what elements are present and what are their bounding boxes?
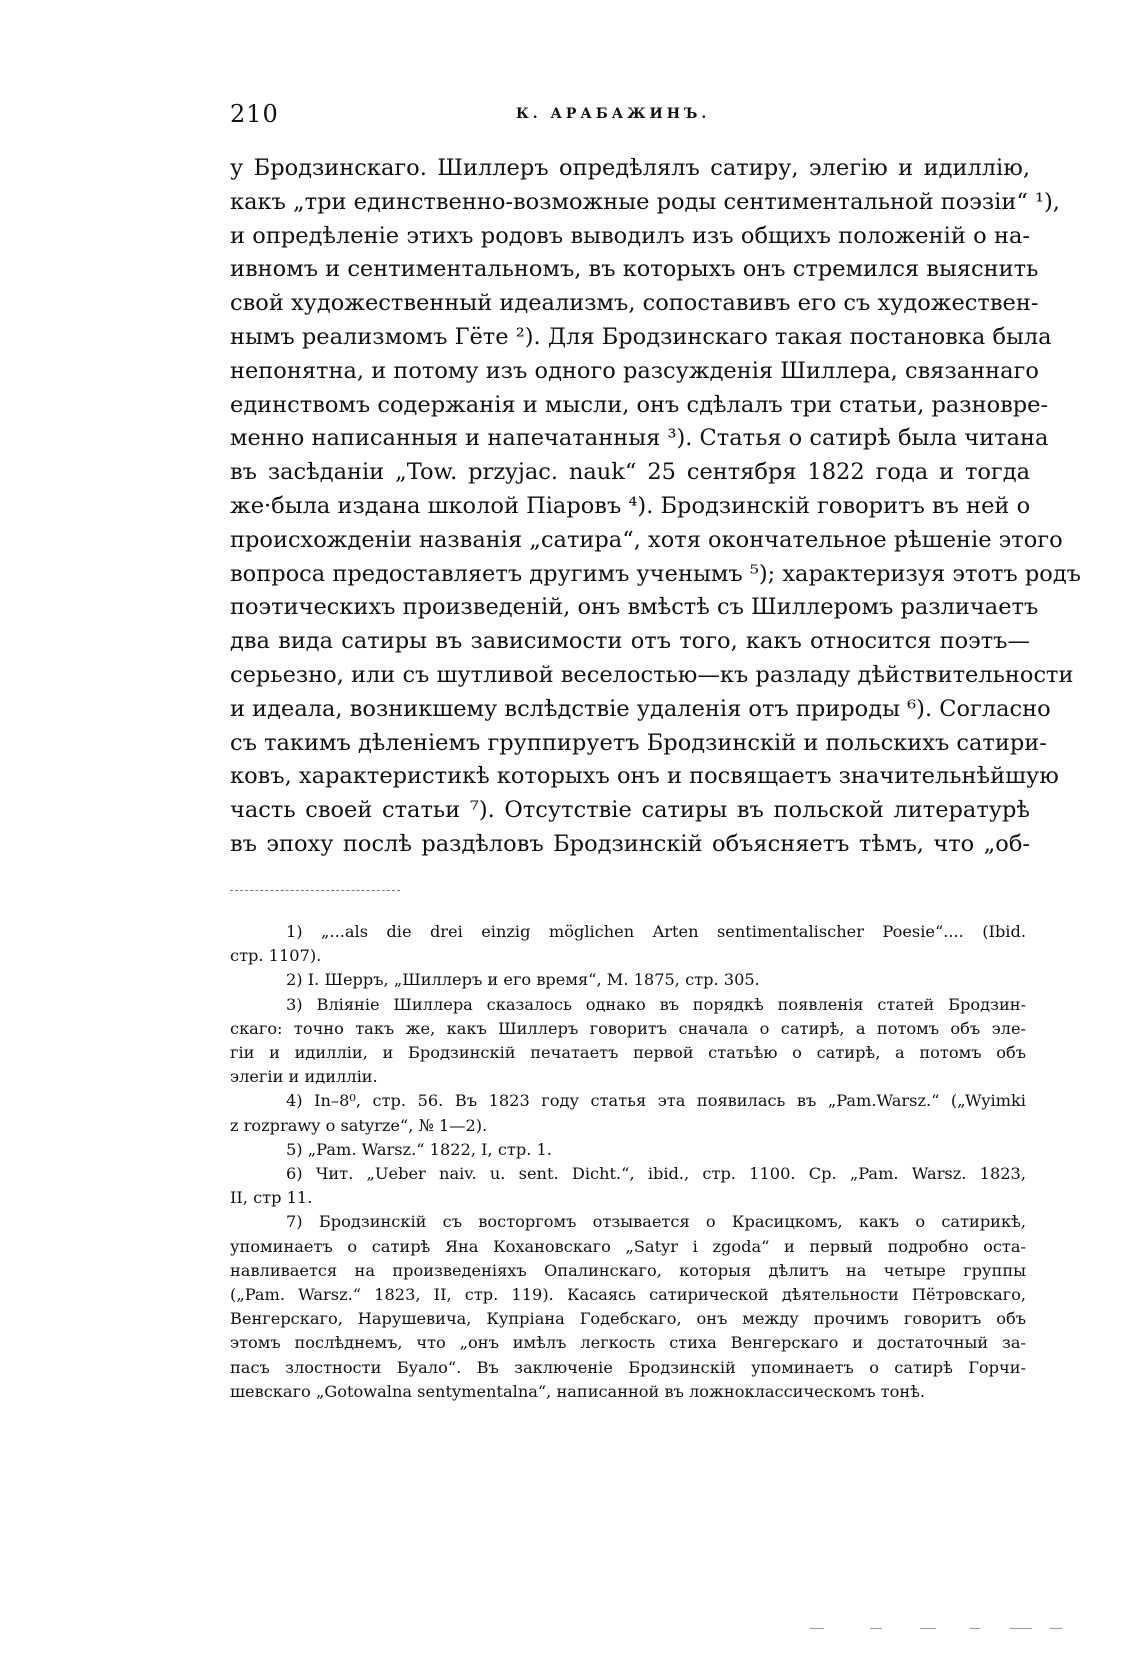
body-line: менно написанныя и напечатанныя ³). Статья о сатирѣ была читана: [230, 425, 1049, 452]
body-line: у Бродзинскаго. Шиллеръ опредѣлялъ сатиру, элегію и идиллію,: [230, 155, 1030, 181]
footnote-marker: 1): [286, 922, 303, 941]
body-line: единствомъ содержанія и мысли, онъ сдѣлалъ три статьи, разновре-: [230, 391, 1049, 418]
footnote-line: элегіи и идилліи.: [230, 1067, 378, 1087]
body-line: серьезно, или съ шутливой веселостью—къ разладу дѣйствительности: [230, 661, 1074, 688]
body-line: поэтическихъ произведеній, онъ вмѣстѣ съ Шиллеромъ различаетъ: [230, 594, 1039, 621]
footnote-line: Вліяніе Шиллера сказалось однако въ порядкѣ появленія статей Бродзин-: [316, 994, 1027, 1014]
footnote-line: гіи и идилліи, и Бродзинскій печатаетъ первой статьѣю о сатирѣ, а потомъ объ: [230, 1043, 1026, 1063]
scan-edge-marks: [810, 1628, 1070, 1636]
footnote-line: стр. 1107).: [230, 946, 322, 966]
footnote-line: Чит. „Ueber naiv. u. sent. Dicht.“, ibid., стр. 1100. Ср. „Pam. Warsz. 1823,: [315, 1164, 1026, 1184]
body-line: съ такимъ дѣленіемъ группируетъ Бродзинскій и польскихъ сатири-: [230, 729, 1047, 756]
footnote-line: z rozprawy o satyrze“, № 1—2).: [230, 1115, 488, 1135]
body-line: въ засѣданіи „Tow. przyjac. nauk“ 25 сентября 1822 года и тогда: [230, 459, 1030, 486]
footnote: [230, 1138, 1026, 1162]
footnote-marker: 6): [286, 1164, 303, 1184]
body-line: ивномъ и сентиментальномъ, въ которыхъ онъ стремился выяснить: [230, 256, 1039, 283]
footnote: [230, 968, 1026, 992]
footnote-line: пасъ злостности Буало“. Въ заключеніе Бродзинскій упоминаетъ о сатирѣ Горчи-: [230, 1357, 1026, 1377]
footnote-marker: 7): [286, 1212, 303, 1232]
footnote-line: II, стр 11.: [230, 1188, 313, 1208]
footnote-line: In–8⁰, стр. 56. Въ 1823 году статья эта появилась въ „Pam.Warsz.“ („Wyimki: [314, 1091, 1026, 1111]
footnote-line: „...als die drei einzig möglichen Arten sentimentalischer Poesie“.... (Ibid.: [321, 922, 1026, 941]
body-line: два вида сатиры въ зависимости отъ того, какъ относится поэтъ—: [230, 628, 1030, 655]
body-line: происхожденіи названія „сатира“, хотя окончательное рѣшеніе этого: [230, 526, 1063, 553]
footnote-line: навливается на произведеніяхъ Опалинскаго, которыя дѣлитъ на четыре группы: [230, 1260, 1026, 1280]
footnote: [230, 1089, 1026, 1137]
footnote-marker: 2): [286, 970, 303, 990]
running-head: К. АРАБАЖИНЪ.: [516, 106, 711, 122]
footnote: [230, 920, 1026, 968]
page-header: [230, 100, 1030, 132]
footnote: [230, 1210, 1026, 1404]
body-line: въ эпоху послѣ раздѣловъ Бродзинскій объясняетъ тѣмъ, что „об-: [230, 830, 1030, 857]
footnote-line: этомъ послѣднемъ, что „онъ имѣлъ легкость стиха Венгерскаго и достаточный за-: [230, 1333, 1026, 1353]
body-line: нымъ реализмомъ Гёте ²). Для Бродзинскаго такая постановка была: [230, 323, 1052, 350]
body-line: какъ „три единственно-возможные роды сентиментальной поэзіи“ ¹),: [230, 188, 1060, 215]
footnote-marker: 4): [286, 1091, 303, 1111]
footnote-separator: [230, 890, 400, 891]
page-number: 210: [230, 100, 279, 128]
footnote-marker: 3): [286, 994, 303, 1014]
body-line: свой художественный идеализмъ, сопоставивъ его съ художествен-: [230, 290, 1039, 317]
footnote-line: шевскаго „Gotowalna sentymentalna“, написанной въ ложноклассическомъ тонѣ.: [230, 1381, 926, 1401]
body-line: непонятна, и потому изъ одного разсужденія Шиллера, связаннаго: [230, 357, 1039, 384]
footnote-line: I. Шерръ, „Шиллеръ и его время“, М. 1875, стр. 305.: [307, 970, 760, 990]
body-line: же·была издана школой Піаровъ ⁴). Бродзинскій говоритъ въ ней о: [230, 492, 1031, 519]
body-line: ковъ, характеристикѣ которыхъ онъ и посвящаетъ значительнѣйшую: [230, 763, 1059, 790]
footnote: [230, 993, 1026, 1090]
footnote-marker: 5): [286, 1139, 303, 1159]
footnote-line: скаго: точно такъ же, какъ Шиллеръ говоритъ сначала о сатирѣ, а потомъ объ эле-: [230, 1018, 1026, 1038]
footnote: [230, 1162, 1026, 1210]
body-text: [230, 152, 1082, 862]
footnote-line: „Pam. Warsz.“ 1822, I, стр. 1.: [307, 1139, 552, 1159]
footnotes: [230, 920, 1026, 1404]
footnote-line: упоминаетъ о сатирѣ Яна Кохановскаго „Satyr i zgoda“ и первый подробно оста-: [230, 1236, 1026, 1256]
body-line: вопроса предоставляетъ другимъ ученымъ ⁵); характеризуя этотъ родъ: [230, 560, 1082, 587]
footnote-line: Венгерскаго, Нарушевича, Купріана Годебскаго, онъ между прочимъ говоритъ объ: [230, 1309, 1026, 1329]
body-line: часть своей статьи ⁷). Отсутствіе сатиры въ польской литературѣ: [230, 797, 1030, 824]
footnote-line: Бродзинскій съ восторгомъ отзывается о Красицкомъ, какъ о сатирикѣ,: [318, 1212, 1026, 1232]
footnote-line: („Pam. Warsz.“ 1823, II, стр. 119). Касаясь сатирической дѣятельности Пётровскаго,: [230, 1285, 1026, 1305]
body-line: и идеала, возникшему вслѣдствіе удаленія отъ природы ⁶). Согласно: [230, 695, 1051, 722]
body-line: и опредѣленіе этихъ родовъ выводилъ изъ общихъ положеній о на-: [230, 222, 1030, 249]
